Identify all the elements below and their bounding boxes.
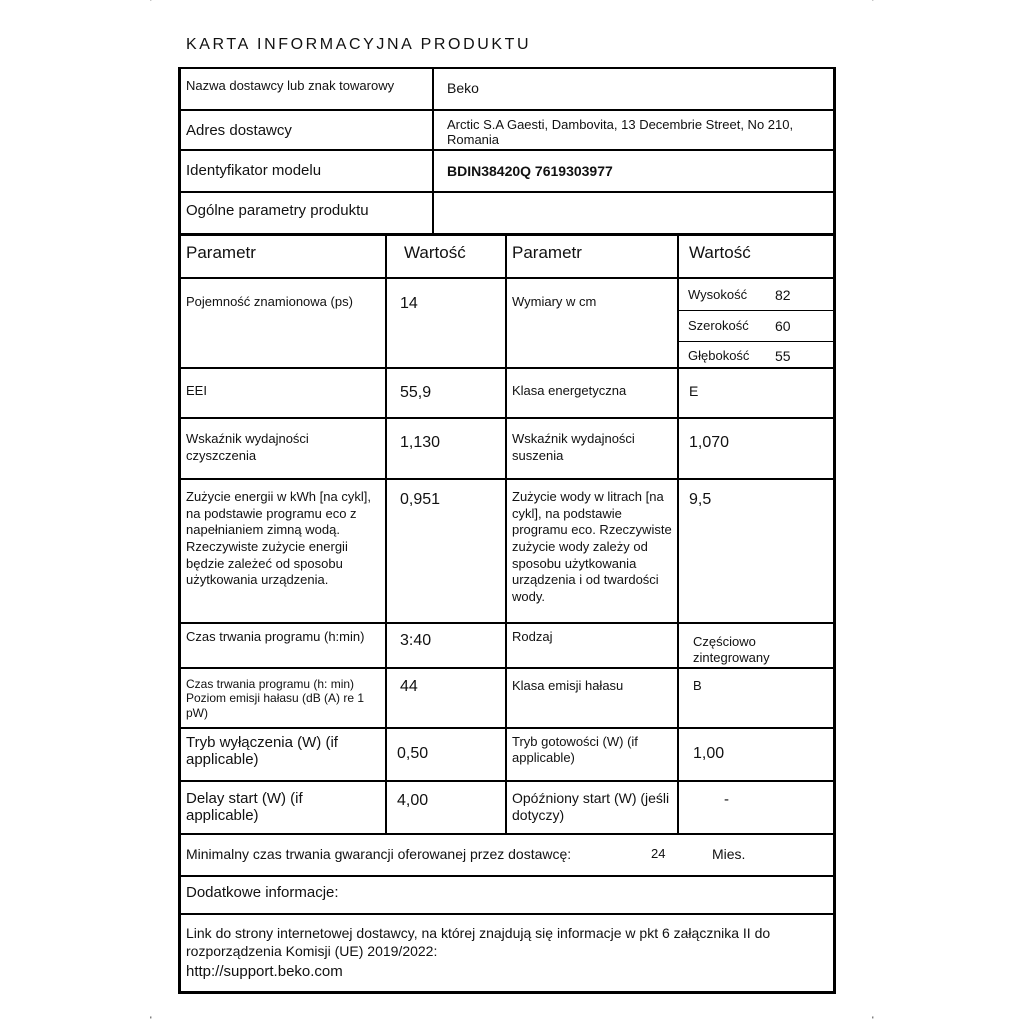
noise-label: Czas trwania programu (h: min) Poziom emisji hałasu (dB (A) re 1 pW) [186,677,365,720]
energy-class-label: Klasa energetyczna [512,383,627,398]
row-divider [178,667,836,669]
delay-start-pl-label: Opóźniony start (W) (jeśli dotyczy) [512,790,670,823]
column-divider [505,233,507,835]
row-divider [678,310,836,311]
model-id-label: Identyfikator modelu [186,162,322,179]
page-title: KARTA INFORMACYJNA PRODUKTU [186,36,532,53]
row-divider [178,991,836,994]
row-divider [178,149,836,151]
supplier-address-label: Adres dostawcy [186,122,292,139]
program-duration-value: 3:40 [400,632,432,649]
row-divider [178,191,836,193]
delay-start-label: Delay start (W) (if applicable) [186,790,303,825]
warranty-value: 24 [651,846,666,861]
crop-mark: ' [150,1015,152,1025]
delay-start-pl-value: - [724,791,729,808]
energy-consumption-value: 0,951 [400,491,441,508]
delay-start-value: 4,00 [397,792,429,809]
warranty-label: Minimalny czas trwania gwarancji oferowanej przez dostawcę: [186,846,572,862]
column-divider [385,233,387,835]
crop-mark: ' [872,1015,874,1025]
row-divider [178,913,836,915]
row-divider [178,233,836,236]
water-consumption-label: Zużycie wody w litrach [na cykl], na podstawie programu eco. Rzeczywiste zużycie wody zależy od sposobu użytkowania urządzenia i od twardości wody. [512,489,672,604]
supplier-address-value: Arctic S.A Gaesti, Dambovita, 13 Decembrie Street, No 210, Romania [447,117,794,147]
header-parameter-left: Parametr [186,243,256,262]
off-mode-label: Tryb wyłączenia (W) (if applicable) [186,734,338,769]
row-divider [178,277,836,279]
program-duration-label: Czas trwania programu (h:min) [186,629,365,644]
model-id-value: BDIN38420Q 7619303977 [447,163,613,179]
row-divider [178,478,836,480]
row-divider [178,417,836,419]
header-value-right: Wartość [689,243,751,262]
standby-value: 1,00 [693,745,725,762]
off-mode-value: 0,50 [397,745,429,762]
height-value: 82 [775,287,791,303]
supplier-name-value: Beko [447,80,479,96]
eei-label: EEI [186,383,207,398]
row-divider [678,341,836,342]
standby-label: Tryb gotowości (W) (if applicable) [512,734,638,766]
crop-mark: ' [150,0,152,7]
capacity-value: 14 [400,295,418,312]
column-divider [432,67,434,235]
cleaning-index-label: Wskaźnik wydajności czyszczenia [186,431,309,463]
height-label: Wysokość [688,287,748,302]
crop-mark: ' [872,0,874,7]
row-divider [178,780,836,782]
width-label: Szerokość [688,318,749,333]
dimensions-label: Wymiary w cm [512,294,597,309]
table-border [833,67,836,994]
depth-value: 55 [775,348,791,364]
energy-class-value: E [689,383,699,399]
drying-index-value: 1,070 [689,434,730,451]
capacity-label: Pojemność znamionowa (ps) [186,294,353,309]
noise-value: 44 [400,678,418,695]
row-divider [178,622,836,624]
width-value: 60 [775,318,791,334]
row-divider [178,875,836,877]
drying-index-label: Wskaźnik wydajności suszenia [512,431,635,463]
energy-consumption-label: Zużycie energii w kWh [na cykl], na podstawie programu eco z napełnianiem zimną wodą. Rzeczywiste zużycie energii będzie zależeć od sposobu użytkowania urządzenia. [186,489,371,588]
general-params-label: Ogólne parametry produktu [186,202,369,219]
noise-class-value: B [693,678,702,693]
row-divider [178,367,836,369]
warranty-unit: Mies. [712,846,746,862]
type-value: Częściowo zintegrowany [693,634,770,666]
water-consumption-value: 9,5 [689,491,712,508]
column-divider [677,233,679,835]
row-divider [178,109,836,111]
supplier-link-text: Link do strony internetowej dostawcy, na której znajdują się informacje w pkt 6 załącznika II do rozporządzenia Komisji (UE) 2019/2022: [186,925,771,959]
row-divider [178,67,836,69]
support-url-link[interactable]: http://support.beko.com [186,963,343,980]
header-value-left: Wartość [404,243,466,262]
noise-class-label: Klasa emisji hałasu [512,678,624,693]
depth-label: Głębokość [688,348,750,363]
supplier-name-label: Nazwa dostawcy lub znak towarowy [186,78,395,93]
row-divider [178,833,836,835]
header-parameter-right: Parametr [512,243,582,262]
eei-value: 55,9 [400,384,432,401]
table-border [178,67,181,994]
additional-info-label: Dodatkowe informacje: [186,884,339,901]
type-label: Rodzaj [512,629,553,644]
row-divider [178,727,836,729]
cleaning-index-value: 1,130 [400,434,441,451]
